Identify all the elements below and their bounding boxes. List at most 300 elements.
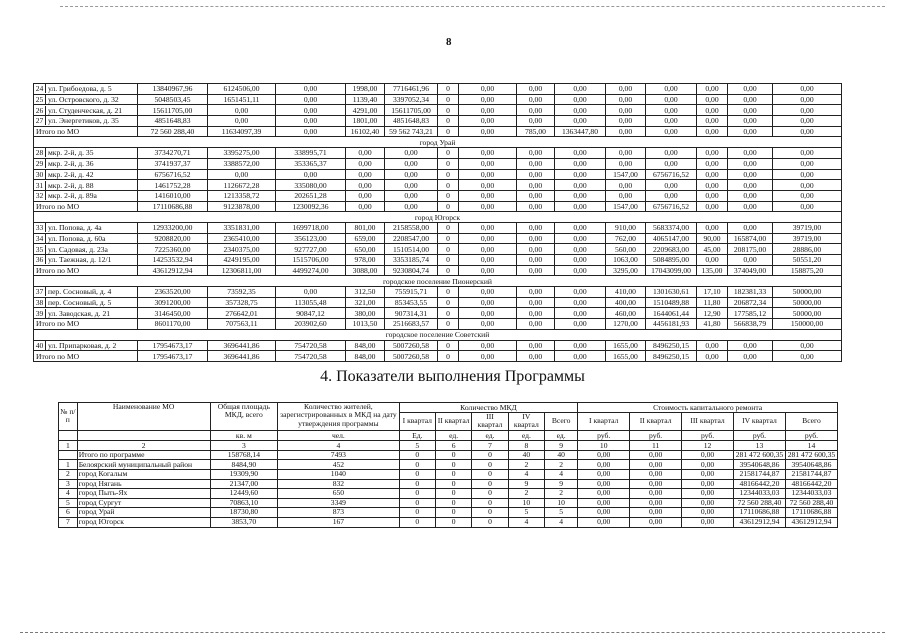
value-cell: 0 [435,517,471,527]
value-cell: 0,00 [555,84,606,95]
value-cell: 0,00 [517,169,555,180]
value-cell: 0,00 [773,126,842,137]
value-cell: 1013,50 [346,319,385,330]
section-label: город Югорск [34,212,842,223]
column-number: 14 [785,440,837,450]
value-cell: 0,00 [517,94,555,105]
value-cell: 460,00 [606,308,646,319]
column-number: 13 [734,440,786,450]
value-cell: 0,00 [697,340,728,351]
unit-cell: руб. [734,430,786,440]
program-row [59,498,838,508]
value-cell: 0,00 [517,84,555,95]
value-cell: 28886,00 [773,244,842,255]
row-number: 30 [34,170,46,179]
value-cell: 48166442,20 [785,479,837,489]
value-cell: 13840967,96 [138,84,208,95]
mo-name: город Нягань [77,479,210,489]
address-cell [34,84,138,95]
value-cell: 39719,00 [773,233,842,244]
value-cell: 9230804,74 [385,265,438,276]
value-cell: 0 [435,470,471,480]
value-cell: 17954673,17 [138,340,208,351]
value-cell: 0 [438,84,459,95]
col-num-header: № п/п [59,403,78,431]
value-cell: 410,00 [606,287,646,298]
value-cell: 73592,35 [208,287,276,298]
row-number: 6 [59,508,78,518]
value-cell: 0,00 [578,498,630,508]
value-cell: 4851648,83 [385,116,438,127]
value-cell: 10 [508,498,544,508]
value-cell: 0,00 [578,450,630,460]
column-number: 7 [472,440,508,450]
mkd-total-header: Всего [545,413,578,431]
value-cell: 3853,70 [210,517,278,527]
row-number: 37 [34,287,46,296]
value-cell: 0,00 [578,460,630,470]
value-cell: 0,00 [728,158,773,169]
value-cell: 1213358,72 [208,190,276,201]
value-cell: 356123,00 [276,233,346,244]
value-cell: 3741937,37 [138,158,208,169]
value-cell: 39719,00 [773,222,842,233]
value-cell: 276642,01 [208,308,276,319]
value-cell: 0,00 [555,265,606,276]
value-cell: 0,00 [773,148,842,159]
value-cell: 0,00 [728,116,773,127]
value-cell: 8496250,15 [646,340,697,351]
address-cell [34,116,138,127]
value-cell: 12449,60 [210,489,278,499]
address-cell [34,148,138,159]
column-number: 6 [435,440,471,450]
value-cell: 0,00 [517,308,555,319]
program-row [59,479,838,489]
value-cell: 4 [508,517,544,527]
value-cell: 0,00 [276,94,346,105]
value-cell: 6756716,52 [138,169,208,180]
value-cell: 0 [438,319,459,330]
value-cell: 0,00 [646,180,697,191]
repair-cost-header: Стоимость капитального ремонта [578,403,838,413]
value-cell: 0,00 [555,105,606,116]
value-cell: 0,00 [346,190,385,201]
value-cell: 0,00 [697,105,728,116]
value-cell: 5 [508,508,544,518]
value-cell: 0,00 [208,105,276,116]
unit-cell: руб. [785,430,837,440]
address: мкр. 2-й, д. 89а [48,191,97,201]
value-cell: 0,00 [728,180,773,191]
value-cell: 2 [508,489,544,499]
value-cell: 0 [399,470,435,480]
value-cell: 0,00 [578,470,630,480]
table-row [34,244,842,255]
table-row [34,94,842,105]
address-cell [34,105,138,116]
value-cell: 0 [438,126,459,137]
value-cell: 0 [438,265,459,276]
value-cell: 0,00 [459,105,517,116]
value-cell: 1547,00 [606,169,646,180]
value-cell: 0,00 [697,126,728,137]
value-cell: 0,00 [697,190,728,201]
value-cell: 0,00 [630,479,682,489]
value-cell: 0 [472,498,508,508]
value-cell: 0,00 [517,244,555,255]
section-label: город Урай [34,137,842,148]
total-label: Итого по МО [34,351,138,362]
row-number: 27 [34,116,46,125]
value-cell: 0,00 [606,105,646,116]
value-cell: 0,00 [773,169,842,180]
value-cell: 0,00 [682,460,734,470]
value-cell: 1510514,00 [385,244,438,255]
table-row [34,84,842,95]
row-number: 3 [59,479,78,489]
value-cell: 338995,71 [276,148,346,159]
value-cell: 2209683,00 [646,244,697,255]
value-cell: 0,00 [276,169,346,180]
value-cell: 12306811,00 [208,265,276,276]
value-cell: 785,00 [517,126,555,137]
row-number: 36 [34,255,46,264]
value-cell: 0 [399,460,435,470]
address: ул. Студенческая, д. 21 [48,105,123,115]
address: мкр. 2-й, д. 88 [48,180,94,190]
total-label: Итого по МО [34,126,138,137]
value-cell: 3349 [278,498,400,508]
value-cell: 1655,00 [606,351,646,362]
value-cell: 39540648,86 [734,460,786,470]
cost-q1-header: I квартал [578,413,630,431]
value-cell: 1644061,44 [646,308,697,319]
value-cell: 135,00 [697,265,728,276]
value-cell: 0,00 [630,508,682,518]
value-cell: 853453,55 [385,297,438,308]
value-cell: 0 [472,450,508,460]
value-cell: 0,00 [646,94,697,105]
address-cell [34,94,138,105]
program-row [59,508,838,518]
value-cell: 0,00 [697,222,728,233]
value-cell: 0,00 [276,84,346,95]
value-cell: 1998,00 [346,84,385,95]
value-cell: 8601170,00 [138,319,208,330]
value-cell: 21347,00 [210,479,278,489]
value-cell: 177585,12 [728,308,773,319]
mo-name: город Урай [77,508,210,518]
mo-name: город Сургут [77,498,210,508]
program-indicators-table [58,402,838,528]
value-cell: 0,00 [697,84,728,95]
value-cell: 203902,60 [276,319,346,330]
value-cell: 0,00 [208,169,276,180]
value-cell: 848,00 [346,340,385,351]
value-cell: 0,00 [630,460,682,470]
value-cell: 2365410,00 [208,233,276,244]
value-cell: 4456181,93 [646,319,697,330]
value-cell: 17110686,88 [785,508,837,518]
value-cell: 927727,00 [276,244,346,255]
value-cell: 10 [545,498,578,508]
value-cell: 0,00 [517,265,555,276]
table-row [34,287,842,298]
value-cell: 3295,00 [606,265,646,276]
value-cell: 0,00 [728,190,773,201]
value-cell: 0,00 [697,148,728,159]
col-area-header: Общая площадь МКД, всего [210,403,278,431]
value-cell: 0,00 [459,222,517,233]
value-cell: 39540648,86 [785,460,837,470]
value-cell: 0,00 [517,233,555,244]
value-cell: 1270,00 [606,319,646,330]
value-cell: 0 [472,479,508,489]
value-cell: 978,00 [346,255,385,266]
value-cell: 72 560 288,40 [785,498,837,508]
value-cell: 0,00 [276,287,346,298]
value-cell: 0,00 [385,169,438,180]
value-cell: 2158558,00 [385,222,438,233]
value-cell: 0 [435,508,471,518]
row-number: 5 [59,498,78,508]
value-cell: 0,00 [517,148,555,159]
value-cell: 41,80 [697,319,728,330]
mo-name: Итого по программе [77,450,210,460]
column-numbers-row [59,440,838,450]
total-row [34,351,842,362]
value-cell: 3146450,00 [138,308,208,319]
value-cell: 0,00 [517,158,555,169]
value-cell: 0,00 [555,287,606,298]
value-cell: 0,00 [555,244,606,255]
value-cell: 15611705,00 [138,105,208,116]
section-label: городское поселение Пионерский [34,276,842,287]
table-row [34,190,842,201]
value-cell: 3353185,74 [385,255,438,266]
column-number: 1 [59,440,78,450]
value-cell: 0,00 [697,169,728,180]
column-number: 12 [682,440,734,450]
value-cell: 6756716,52 [646,201,697,212]
value-cell: 2340375,00 [208,244,276,255]
column-number: 3 [210,440,278,450]
value-cell: 1651451,11 [208,94,276,105]
row-number: 1 [59,460,78,470]
value-cell: 281 472 600,35 [785,450,837,460]
value-cell: 12344033,03 [734,489,786,499]
value-cell: 3397052,34 [385,94,438,105]
value-cell: 0 [435,460,471,470]
value-cell: 0,00 [682,498,734,508]
value-cell: 182381,33 [728,287,773,298]
value-cell: 801,00 [346,222,385,233]
value-cell: 0,00 [606,158,646,169]
row-number: 31 [34,181,46,190]
value-cell: 374049,00 [728,265,773,276]
value-cell: 18730,80 [210,508,278,518]
address: мкр. 2-й, д. 36 [48,159,94,169]
address: ул. Попова, д. 4а [48,223,102,233]
address: пер. Сосновый, д. 4 [48,287,112,297]
value-cell: 0,00 [555,308,606,319]
value-cell: 9 [508,479,544,489]
value-cell: 0,00 [459,148,517,159]
total-row [34,201,842,212]
mkd-count-header: Количество МКД [399,403,578,413]
page-number: 8 [446,36,452,48]
value-cell: 4499274,00 [276,265,346,276]
value-cell: 0,00 [606,180,646,191]
value-cell: 0,00 [385,158,438,169]
value-cell: 4 [508,470,544,480]
address: мкр. 2-й, д. 35 [48,148,94,158]
value-cell: 832 [278,479,400,489]
total-label: Итого по МО [34,319,138,330]
value-cell: 0,00 [728,340,773,351]
value-cell: 0,00 [606,116,646,127]
address-cell [34,287,138,298]
value-cell: 707563,11 [208,319,276,330]
value-cell: 0,00 [728,105,773,116]
value-cell: 0,00 [459,233,517,244]
col-name-header: Наименование МО [77,403,210,431]
value-cell: 4249195,00 [208,255,276,266]
value-cell: 335080,00 [276,180,346,191]
value-cell: 1655,00 [606,340,646,351]
houses-table [33,83,842,362]
mkd-q2-header: II квартал [435,413,471,431]
address-cell [34,169,138,180]
value-cell: 0,00 [773,158,842,169]
value-cell: 0,00 [606,94,646,105]
value-cell: 0 [438,222,459,233]
program-row [59,517,838,527]
address-cell [34,244,138,255]
value-cell: 0,00 [630,489,682,499]
value-cell: 0,00 [697,116,728,127]
column-number: 11 [630,440,682,450]
value-cell: 0,00 [385,180,438,191]
value-cell: 1040 [278,470,400,480]
value-cell: 0,00 [646,158,697,169]
address: пер. Сосновый, д. 5 [48,298,112,308]
row-number: 40 [34,341,46,350]
value-cell: 400,00 [606,297,646,308]
value-cell: 16102,40 [346,126,385,137]
value-cell: 0,00 [385,190,438,201]
value-cell: 754720,58 [276,340,346,351]
value-cell: 380,00 [346,308,385,319]
value-cell: 0,00 [555,255,606,266]
value-cell: 40 [508,450,544,460]
value-cell: 8484,90 [210,460,278,470]
value-cell: 650 [278,489,400,499]
program-row [59,460,838,470]
section-row [34,137,842,148]
value-cell: 0 [438,297,459,308]
value-cell: 0,00 [385,148,438,159]
value-cell: 7493 [278,450,400,460]
value-cell: 0 [399,517,435,527]
value-cell: 0,00 [646,105,697,116]
value-cell: 0,00 [459,287,517,298]
row-number: 24 [34,84,46,93]
value-cell: 12933200,00 [138,222,208,233]
column-number: 4 [278,440,400,450]
value-cell: 0,00 [208,116,276,127]
value-cell: 0,00 [555,94,606,105]
address: ул. Энергетиков, д. 35 [48,116,119,126]
value-cell: 0,00 [459,255,517,266]
value-cell: 0 [438,94,459,105]
value-cell: 9 [545,479,578,489]
value-cell: 1363447,80 [555,126,606,137]
cost-q3-header: III квартал [682,413,734,431]
value-cell: 6756716,52 [646,169,697,180]
value-cell: 0,00 [728,148,773,159]
value-cell: 0,00 [646,84,697,95]
value-cell: 0 [438,116,459,127]
value-cell: 0,00 [346,180,385,191]
value-cell: 560,00 [606,244,646,255]
unit-cell: ед. [472,430,508,440]
value-cell: 2 [508,460,544,470]
value-cell: 0,00 [728,84,773,95]
value-cell: 0 [399,489,435,499]
address-cell [34,222,138,233]
value-cell: 0,00 [459,169,517,180]
value-cell: 17,10 [697,287,728,298]
column-number: 8 [508,440,544,450]
unit-cell: кв. м [210,430,278,440]
value-cell: 0,00 [773,201,842,212]
value-cell: 0,00 [728,169,773,180]
value-cell: 5048503,45 [138,94,208,105]
value-cell: 0,00 [555,319,606,330]
value-cell: 0,00 [682,470,734,480]
table-row [34,116,842,127]
value-cell: 59 562 743,21 [385,126,438,137]
value-cell: 0,00 [630,498,682,508]
value-cell: 0,00 [517,340,555,351]
value-cell: 357328,75 [208,297,276,308]
value-cell: 0,00 [555,180,606,191]
value-cell: 0 [472,460,508,470]
value-cell: 48166442,20 [734,479,786,489]
value-cell: 50551,20 [773,255,842,266]
scan-bottom-edge [20,632,885,633]
value-cell: 0,00 [682,479,734,489]
section-label: городское поселение Советский [34,329,842,340]
value-cell: 4291,00 [346,105,385,116]
table-row [34,148,842,159]
value-cell: 0,00 [697,180,728,191]
mo-name: город Югорск [77,517,210,527]
address-cell [34,233,138,244]
value-cell: 0,00 [459,201,517,212]
section-row [34,276,842,287]
value-cell: 0,00 [630,470,682,480]
value-cell: 0,00 [517,319,555,330]
table-row [34,105,842,116]
total-label: Итого по МО [34,265,138,276]
value-cell: 0,00 [728,222,773,233]
table-row [34,340,842,351]
value-cell: 0,00 [578,517,630,527]
row-number: 2 [59,470,78,480]
